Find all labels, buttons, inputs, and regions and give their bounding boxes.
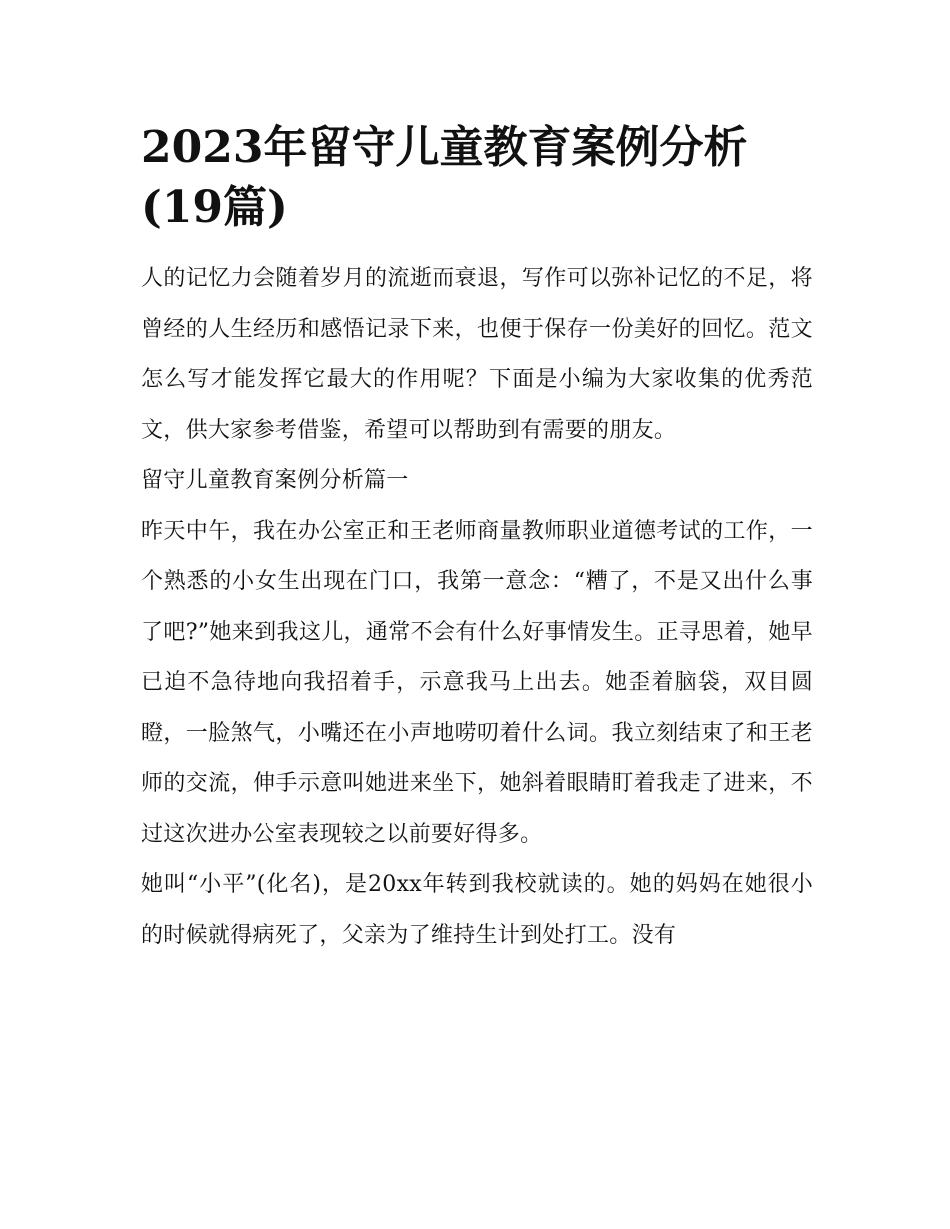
body-paragraph-2: 她叫“小平”(化名)，是20xx年转到我校就读的。她的妈妈在她很小的时候就得病死了，父亲为了维持生计到处打工。没有 [141, 872, 813, 948]
section-heading: 留守儿童教育案例分析篇一 [141, 468, 409, 493]
document-page [141, 118, 813, 961]
body-paragraph-1: 昨天中午，我在办公室正和王老师商量教师职业道德考试的工作，一个熟悉的小女生出现在门口，我第一意念：“糟了，不是又出什么事了吧?”她来到我这儿，通常不会有什么好事情发生。正寻思着，她早已迫不急待地向我招着手，示意我马上出去。她歪着脑袋，双目圆瞪，一脸煞气，小嘴还在小声地唠叨着什么词。我立刻结束了和王老师的交流，伸手示意叫她进来坐下，她斜着眼睛盯着我走了进来，不过这次进办公室表现较之以前要好得多。 [141, 518, 813, 847]
document-title: 2023年留守儿童教育案例分析 (19篇) [141, 122, 748, 233]
intro-paragraph: 人的记忆力会随着岁月的流逝而衰退，写作可以弥补记忆的不足，将曾经的人生经历和感悟记录下来，也便于保存一份美好的回忆。范文怎么写才能发挥它最大的作用呢？下面是小编为大家收集的优秀范文，供大家参考借鉴，希望可以帮助到有需要的朋友。 [141, 266, 813, 443]
